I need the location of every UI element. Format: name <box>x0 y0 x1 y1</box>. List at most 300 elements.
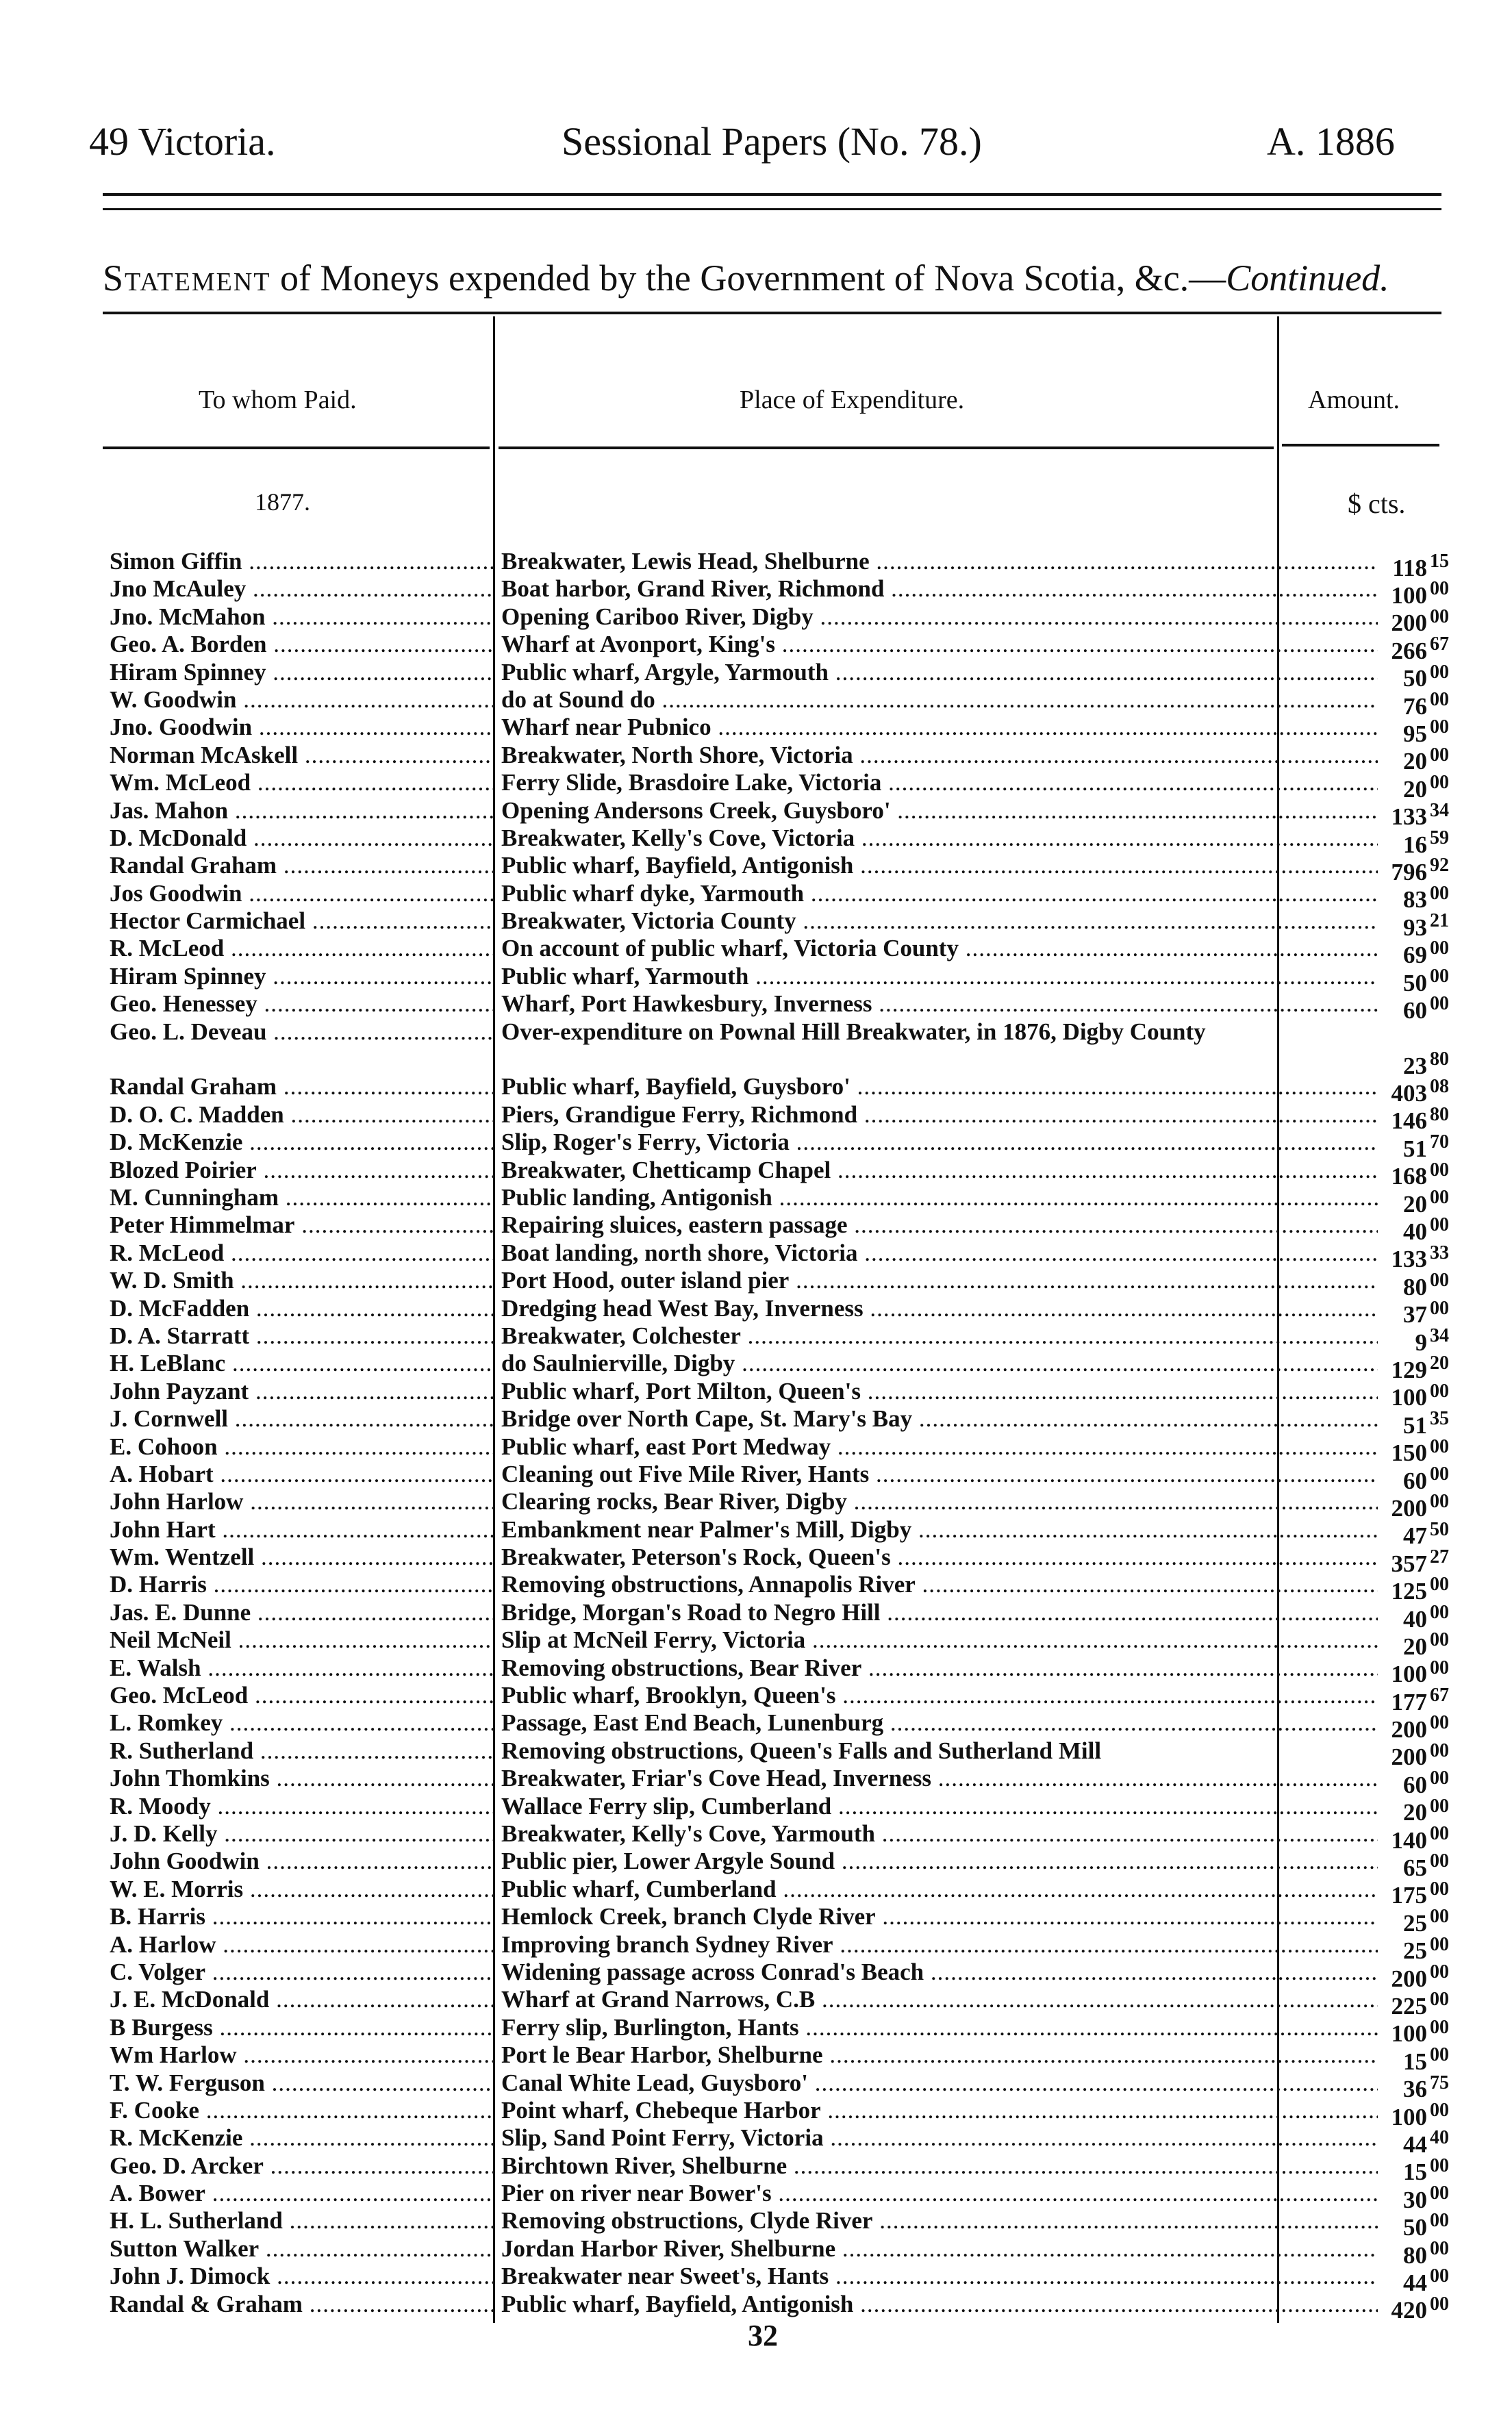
place-of-expenditure: Public wharf, Port Milton, Queen's ..... <box>501 1378 1378 1405</box>
place-of-expenditure: Bridge, Morgan's Road to Negro Hill ..... <box>501 1599 1378 1626</box>
payee-name: A. Bower ..... <box>110 2180 493 2207</box>
amount-cents: 00 <box>1430 1822 1449 1844</box>
place-of-expenditure: Public wharf, Argyle, Yarmouth ..... <box>501 659 1378 686</box>
payee-name: Blozed Poirier ..... <box>110 1157 493 1184</box>
payee-name: Geo. Henessey ..... <box>110 990 493 1018</box>
table-row <box>103 907 1472 941</box>
payee-name: F. Cooke ..... <box>110 2097 493 2124</box>
amount-cents: 00 <box>1430 2099 1449 2121</box>
amount-cents: 00 <box>1430 2293 1449 2315</box>
amount-dollars: 125 <box>1391 1578 1427 1605</box>
amount-cents: 00 <box>1430 2044 1449 2066</box>
payee-name: Wm. McLeod ..... <box>110 769 493 796</box>
table-row <box>103 2013 1472 2048</box>
table-row <box>103 1903 1472 1937</box>
header-rule-bottom <box>103 208 1441 210</box>
place-of-expenditure: Birchtown River, Shelburne ..... <box>501 2152 1378 2180</box>
place-of-expenditure: Port le Bear Harbor, Shelburne ..... <box>501 2041 1378 2069</box>
payee-name: Geo. D. Arcker ..... <box>110 2152 493 2180</box>
table-row <box>103 1765 1472 1798</box>
amount-dollars: 44 <box>1403 2269 1427 2296</box>
payee-name: D. A. Starratt ..... <box>110 1322 493 1350</box>
place-of-expenditure: Breakwater, North Shore, Victoria ..... <box>501 742 1378 769</box>
table-row <box>103 2290 1472 2324</box>
payee-name: Hiram Spinney ..... <box>110 659 493 686</box>
table-row <box>103 1433 1472 1467</box>
amount-cents: 67 <box>1430 633 1449 655</box>
column-header-amount: Amount. <box>1308 386 1400 414</box>
amount-dollars: 357 <box>1391 1550 1427 1577</box>
amount-cents: 00 <box>1430 1629 1449 1651</box>
payee-name: D. Harris ..... <box>110 1571 493 1598</box>
place-of-expenditure: Removing obstructions, Annapolis River ..... <box>501 1571 1378 1598</box>
amount-cents: 00 <box>1430 1850 1449 1872</box>
amount-dollars: 20 <box>1403 775 1427 803</box>
header-underline-3 <box>1282 444 1439 446</box>
amount-cents: 00 <box>1430 2210 1449 2232</box>
place-of-expenditure: Public wharf, Bayfield, Antigonish ..... <box>501 2291 1378 2318</box>
place-of-expenditure: Removing obstructions, Queen's Falls and Sutherland Mill <box>501 1737 1102 1764</box>
table-row <box>103 2069 1472 2103</box>
column-header-place: Place of Expenditure. <box>740 386 965 414</box>
amount-dollars: 40 <box>1403 1605 1427 1633</box>
table-row <box>103 658 1472 692</box>
place-of-expenditure: Removing obstructions, Bear River ..... <box>501 1654 1378 1682</box>
payee-name: D. McDonald ..... <box>110 825 493 852</box>
amount-cents: 00 <box>1430 772 1449 794</box>
table-row <box>103 2180 1472 2213</box>
place-of-expenditure: Public wharf, Cumberland ..... <box>501 1876 1378 1903</box>
amount-dollars: 50 <box>1403 969 1427 996</box>
place-of-expenditure: Improving branch Sydney River ..... <box>501 1931 1378 1959</box>
table-row <box>103 714 1472 747</box>
payee-name: Jas. Mahon ..... <box>110 797 493 825</box>
amount-dollars: 150 <box>1391 1439 1427 1467</box>
table-row <box>103 603 1472 637</box>
table-row <box>103 1571 1472 1605</box>
place-of-expenditure: Widening passage across Conrad's Beach ..... <box>501 1959 1378 1986</box>
amount-dollars: 95 <box>1403 720 1427 747</box>
amount-dollars: 40 <box>1403 1218 1427 1246</box>
table-row <box>103 1958 1472 1992</box>
payee-name: D. O. C. Madden ..... <box>110 1101 493 1129</box>
table-row <box>103 1654 1472 1688</box>
table-row <box>103 935 1472 969</box>
place-of-expenditure: Breakwater, Kelly's Cove, Yarmouth ..... <box>501 1820 1378 1848</box>
payee-name: J. D. Kelly ..... <box>110 1820 493 1848</box>
amount-cents: 40 <box>1430 2127 1449 2149</box>
table-row <box>103 769 1472 803</box>
amount-units: $ cts. <box>1348 488 1406 519</box>
table-row <box>103 1377 1472 1411</box>
amount-dollars: 20 <box>1403 1799 1427 1826</box>
amount-dollars: 51 <box>1403 1135 1427 1162</box>
payee-name: Jno. Goodwin ..... <box>110 714 493 741</box>
place-of-expenditure: Pier on river near Bower's ..... <box>501 2180 1378 2207</box>
amount-cents: 00 <box>1430 1933 1449 1955</box>
amount-cents: 70 <box>1430 1131 1449 1153</box>
payee-name: D. McKenzie ..... <box>110 1129 493 1156</box>
payee-name: M. Cunningham ..... <box>110 1184 493 1211</box>
table-row <box>103 1820 1472 1854</box>
place-of-expenditure: Boat harbor, Grand River, Richmond ..... <box>501 575 1378 603</box>
table-row <box>103 2235 1472 2269</box>
place-of-expenditure: Dredging head West Bay, Inverness ..... <box>501 1295 1378 1322</box>
running-head-title: Sessional Papers (No. 78.) <box>562 119 982 164</box>
place-of-expenditure: On account of public wharf, Victoria County ..... <box>501 935 1378 962</box>
place-of-expenditure: Wharf near Pubnico ..... <box>501 714 1378 741</box>
amount-dollars: 16 <box>1403 831 1427 858</box>
amount-dollars: 30 <box>1403 2186 1427 2213</box>
amount-cents: 00 <box>1430 1657 1449 1678</box>
place-of-expenditure: Opening Cariboo River, Digby ..... <box>501 603 1378 631</box>
amount-cents: 00 <box>1430 1739 1449 1761</box>
payee-name: John Hart ..... <box>110 1516 493 1544</box>
amount-cents: 00 <box>1430 1380 1449 1402</box>
payee-name: Jno McAuley ..... <box>110 575 493 603</box>
payee-name: Geo. L. Deveau ..... <box>110 1018 493 1046</box>
place-of-expenditure: Public wharf, Bayfield, Antigonish ..... <box>501 852 1378 879</box>
amount-cents: 75 <box>1430 2072 1449 2093</box>
place-of-expenditure: Ferry slip, Burlington, Hants ..... <box>501 2014 1378 2041</box>
amount-cents: 00 <box>1430 1574 1449 1596</box>
amount-dollars: 100 <box>1391 2020 1427 2048</box>
place-of-expenditure: Removing obstructions, Clyde River ..... <box>501 2207 1378 2235</box>
table-row <box>103 1460 1472 1494</box>
table-row <box>103 962 1472 996</box>
table-row <box>103 2041 1472 2075</box>
place-of-expenditure: Wharf at Grand Narrows, C.B ..... <box>501 1986 1378 2013</box>
amount-cents: 00 <box>1430 993 1449 1015</box>
place-of-expenditure: Boat landing, north shore, Victoria ..... <box>501 1240 1378 1267</box>
payee-name: Jno. McMahon ..... <box>110 603 493 631</box>
table-row <box>103 879 1472 914</box>
table-row <box>103 1875 1472 1909</box>
place-of-expenditure: Breakwater, Chetticamp Chapel ..... <box>501 1157 1378 1184</box>
place-of-expenditure: Breakwater, Peterson's Rock, Queen's ..... <box>501 1544 1378 1571</box>
place-of-expenditure: Jordan Harbor River, Shelburne ..... <box>501 2235 1378 2263</box>
amount-cents: 00 <box>1430 716 1449 738</box>
statement-text: of Moneys expended by the Government of Nova Scotia, &c.— <box>270 257 1226 299</box>
amount-cents: 00 <box>1430 1463 1449 1485</box>
place-of-expenditure: Public wharf, Yarmouth ..... <box>501 963 1378 990</box>
payee-name: Geo. A. Borden ..... <box>110 631 493 658</box>
amount-dollars: 200 <box>1391 1494 1427 1522</box>
running-head-session: 49 Victoria. <box>89 119 276 164</box>
table-row <box>103 1156 1472 1190</box>
place-of-expenditure: Passage, East End Beach, Lunenburg ..... <box>501 1709 1378 1737</box>
payee-name: John Thomkins ..... <box>110 1765 493 1792</box>
amount-dollars: 83 <box>1403 886 1427 914</box>
amount-cents: 33 <box>1430 1242 1449 1263</box>
amount-cents: 50 <box>1430 1518 1449 1540</box>
payee-name: Peter Himmelmar ..... <box>110 1211 493 1239</box>
place-of-expenditure: Over-expenditure on Pownal Hill Breakwater, in 1876, Digby County <box>501 1018 1206 1045</box>
payee-name: D. McFadden ..... <box>110 1295 493 1322</box>
place-of-expenditure: Slip at McNeil Ferry, Victoria ..... <box>501 1626 1378 1654</box>
payee-name: John Harlow ..... <box>110 1488 493 1515</box>
amount-cents: 20 <box>1430 1352 1449 1374</box>
place-of-expenditure: do at Sound do ..... <box>501 686 1378 714</box>
payee-name: Randal Graham ..... <box>110 852 493 879</box>
table-row <box>103 1322 1472 1356</box>
statement-title <box>103 257 1438 299</box>
table-row <box>103 1737 1472 1771</box>
place-of-expenditure: Breakwater, Friar's Cove Head, Inverness ..... <box>501 1765 1378 1792</box>
place-of-expenditure: Wharf, Port Hawkesbury, Inverness ..... <box>501 990 1378 1018</box>
amount-dollars: 129 <box>1391 1357 1427 1383</box>
amount-dollars: 15 <box>1403 2048 1427 2075</box>
amount-dollars: 44 <box>1403 2130 1427 2158</box>
amount-dollars: 133 <box>1391 803 1427 831</box>
expenditure-table <box>103 548 1472 2324</box>
amount-cents: 00 <box>1430 1795 1449 1817</box>
amount-dollars: 20 <box>1403 1633 1427 1660</box>
header-underline-1 <box>103 446 490 449</box>
table-row <box>103 1598 1472 1633</box>
amount-dollars: 200 <box>1391 609 1427 637</box>
place-of-expenditure: Public wharf dyke, Yarmouth ..... <box>501 880 1378 907</box>
amount-dollars: 80 <box>1403 1273 1427 1300</box>
year-label: 1877. <box>255 488 310 516</box>
payee-name: John J. Dimock ..... <box>110 2263 493 2290</box>
table-row <box>103 1018 1472 1079</box>
payee-name: E. Walsh ..... <box>110 1654 493 1682</box>
amount-cents: 00 <box>1430 605 1449 627</box>
amount-cents: 00 <box>1430 2265 1449 2287</box>
place-of-expenditure: Breakwater near Sweet's, Hants ..... <box>501 2263 1378 2290</box>
amount-cents: 00 <box>1430 2237 1449 2259</box>
table-row <box>103 1184 1472 1218</box>
payee-name: Sutton Walker ..... <box>110 2235 493 2263</box>
amount-cents: 00 <box>1430 1906 1449 1928</box>
amount-cents: 59 <box>1430 827 1449 848</box>
place-of-expenditure: Public pier, Lower Argyle Sound ..... <box>501 1848 1378 1875</box>
amount-cents: 00 <box>1430 1961 1449 1983</box>
table-row <box>103 685 1472 720</box>
amount-dollars: 796 <box>1391 858 1427 885</box>
amount-cents: 00 <box>1430 2016 1449 2038</box>
amount-cents: 00 <box>1430 1297 1449 1319</box>
amount-cents: 00 <box>1430 744 1449 766</box>
amount-cents: 27 <box>1430 1546 1449 1568</box>
payee-name: Hiram Spinney ..... <box>110 963 493 990</box>
payee-name: R. Moody ..... <box>110 1793 493 1820</box>
amount-dollars: 60 <box>1403 1467 1427 1494</box>
amount-dollars: 20 <box>1403 1190 1427 1218</box>
table-row <box>103 575 1472 609</box>
amount-dollars: 69 <box>1403 942 1427 969</box>
amount-cents: 00 <box>1430 1989 1449 2011</box>
table-row <box>103 1100 1472 1135</box>
payee-name: Hector Carmichael ..... <box>110 907 493 935</box>
place-of-expenditure: Hemlock Creek, branch Clyde River ..... <box>501 1903 1378 1930</box>
table-row <box>103 852 1472 885</box>
statement-lead: Statement <box>103 257 271 299</box>
header-rule-top <box>103 193 1441 196</box>
amount-dollars: 65 <box>1403 1854 1427 1882</box>
place-of-expenditure: Cleaning out Five Mile River, Hants ..... <box>501 1461 1378 1488</box>
table-row <box>103 1930 1472 1965</box>
place-of-expenditure: Opening Andersons Creek, Guysboro' ..... <box>501 797 1378 825</box>
table-row <box>103 1848 1472 1882</box>
payee-name: C. Volger ..... <box>110 1959 493 1986</box>
amount-cents: 00 <box>1430 2154 1449 2176</box>
place-of-expenditure: Breakwater, Colchester ..... <box>501 1322 1378 1350</box>
amount-cents: 00 <box>1430 882 1449 904</box>
amount-dollars: 25 <box>1403 1937 1427 1965</box>
amount-dollars: 60 <box>1403 1771 1427 1798</box>
amount-dollars: 50 <box>1403 2214 1427 2241</box>
amount-dollars: 20 <box>1403 748 1427 775</box>
amount-dollars: 37 <box>1403 1301 1427 1329</box>
place-of-expenditure: Piers, Grandigue Ferry, Richmond ..... <box>501 1101 1378 1129</box>
amount-dollars: 403 <box>1391 1080 1427 1107</box>
amount-cents: 80 <box>1430 1048 1449 1070</box>
amount-cents: 21 <box>1430 910 1449 932</box>
amount-dollars: 51 <box>1403 1411 1427 1439</box>
amount-cents: 34 <box>1430 799 1449 821</box>
amount-dollars: 168 <box>1391 1163 1427 1190</box>
amount-cents: 00 <box>1430 578 1449 600</box>
payee-name: B. Harris ..... <box>110 1903 493 1930</box>
place-of-expenditure: Repairing sluices, eastern passage ..... <box>501 1211 1378 1239</box>
amount-cents: 00 <box>1430 1435 1449 1457</box>
amount-dollars: 80 <box>1403 2241 1427 2269</box>
payee-name: Wm. Wentzell ..... <box>110 1544 493 1571</box>
place-of-expenditure: Clearing rocks, Bear River, Digby ..... <box>501 1488 1378 1515</box>
place-of-expenditure: Canal White Lead, Guysboro' ..... <box>501 2069 1378 2097</box>
place-of-expenditure: Slip, Sand Point Ferry, Victoria ..... <box>501 2124 1378 2152</box>
table-row <box>103 741 1472 775</box>
table-top-rule <box>103 312 1441 314</box>
amount-cents: 34 <box>1430 1324 1449 1346</box>
payee-name: Randal Graham ..... <box>110 1073 493 1100</box>
table-row <box>103 1073 1472 1107</box>
amount-cents: 00 <box>1430 1159 1449 1181</box>
table-row <box>103 824 1472 858</box>
amount-dollars: 225 <box>1391 1992 1427 2019</box>
header-underline-2 <box>499 446 1274 449</box>
amount-cents: 00 <box>1430 965 1449 987</box>
payee-name: Geo. McLeod ..... <box>110 1682 493 1709</box>
payee-name: H. L. Sutherland ..... <box>110 2207 493 2235</box>
payee-name: B Burgess ..... <box>110 2014 493 2041</box>
payee-name: Simon Giffin ..... <box>110 548 493 575</box>
place-of-expenditure: Wallace Ferry slip, Cumberland ..... <box>501 1793 1378 1820</box>
place-of-expenditure: Public wharf, Bayfield, Guysboro' ..... <box>501 1073 1378 1100</box>
payee-name: J. Cornwell ..... <box>110 1405 493 1433</box>
payee-name: R. Sutherland ..... <box>110 1737 493 1765</box>
amount-dollars: 200 <box>1391 1716 1427 1744</box>
place-of-expenditure: Point wharf, Chebeque Harbor ..... <box>501 2097 1378 2124</box>
amount-dollars: 36 <box>1403 2076 1427 2103</box>
table-row <box>103 1211 1472 1246</box>
amount-dollars: 146 <box>1391 1107 1427 1135</box>
amount-dollars: 76 <box>1403 692 1427 720</box>
amount-dollars: 47 <box>1403 1522 1427 1550</box>
amount-dollars: 50 <box>1403 665 1427 692</box>
payee-name: W. E. Morris ..... <box>110 1876 493 1903</box>
payee-name: A. Harlow ..... <box>110 1931 493 1959</box>
page-number: 32 <box>748 2319 778 2352</box>
amount-cents: 00 <box>1430 2182 1449 2204</box>
table-row <box>103 1350 1472 1383</box>
amount-dollars: 100 <box>1391 582 1427 609</box>
payee-name: R. McLeod ..... <box>110 935 493 962</box>
payee-name: J. E. McDonald ..... <box>110 1986 493 2013</box>
table-row <box>103 548 1472 581</box>
statement-continued: Continued. <box>1226 257 1389 299</box>
amount-dollars: 420 <box>1391 2297 1427 2324</box>
payee-name: Jas. E. Dunne ..... <box>110 1599 493 1626</box>
amount-cents: 00 <box>1430 688 1449 710</box>
place-of-expenditure: Breakwater, Lewis Head, Shelburne ..... <box>501 548 1378 575</box>
table-row <box>103 1294 1472 1329</box>
place-of-expenditure: Breakwater, Kelly's Cove, Victoria ..... <box>501 825 1378 852</box>
payee-name: John Goodwin ..... <box>110 1848 493 1875</box>
payee-name: H. LeBlanc ..... <box>110 1350 493 1377</box>
amount-dollars: 23 <box>1403 1052 1427 1079</box>
table-row <box>103 990 1472 1024</box>
table-row <box>103 1488 1472 1522</box>
amount-dollars: 133 <box>1391 1246 1427 1273</box>
payee-name: R. McKenzie ..... <box>110 2124 493 2152</box>
payee-name: R. McLeod ..... <box>110 1240 493 1267</box>
payee-name: W. Goodwin ..... <box>110 686 493 714</box>
amount-cents: 15 <box>1430 551 1449 572</box>
table-row <box>103 2263 1472 2296</box>
place-of-expenditure: Public landing, Antigonish ..... <box>501 1184 1378 1211</box>
amount-cents: 00 <box>1430 1214 1449 1236</box>
amount-cents: 00 <box>1430 1767 1449 1789</box>
amount-dollars: 177 <box>1391 1688 1427 1715</box>
payee-name: A. Hobart ..... <box>110 1461 493 1488</box>
table-row <box>103 1129 1472 1162</box>
payee-name: Randal & Graham ..... <box>110 2291 493 2318</box>
amount-dollars: 100 <box>1391 1661 1427 1688</box>
amount-dollars: 118 <box>1392 554 1427 581</box>
payee-name: Jos Goodwin ..... <box>110 880 493 907</box>
table-row <box>103 1986 1472 2019</box>
amount-cents: 67 <box>1430 1685 1449 1707</box>
payee-name: John Payzant ..... <box>110 1378 493 1405</box>
payee-name: W. D. Smith ..... <box>110 1267 493 1294</box>
table-row <box>103 2124 1472 2158</box>
table-row <box>103 1515 1472 1550</box>
amount-dollars: 140 <box>1391 1826 1427 1854</box>
payee-name: Neil McNeil ..... <box>110 1626 493 1654</box>
table-row <box>103 1267 1472 1300</box>
amount-dollars: 175 <box>1391 1882 1427 1909</box>
table-row <box>103 1709 1472 1744</box>
amount-cents: 00 <box>1430 1491 1449 1513</box>
amount-dollars: 100 <box>1391 2103 1427 2130</box>
payee-name: L. Romkey ..... <box>110 1709 493 1737</box>
table-row <box>103 1682 1472 1715</box>
table-row <box>103 1239 1472 1273</box>
amount-cents: 80 <box>1430 1103 1449 1125</box>
amount-cents: 00 <box>1430 938 1449 959</box>
place-of-expenditure: Port Hood, outer island pier ..... <box>501 1267 1378 1294</box>
amount-dollars: 266 <box>1391 637 1427 664</box>
table-row <box>103 2207 1472 2241</box>
table-row <box>103 2152 1472 2186</box>
table-row <box>103 1405 1472 1439</box>
table-row <box>103 2096 1472 2130</box>
place-of-expenditure: Embankment near Palmer's Mill, Digby ..... <box>501 1516 1378 1544</box>
payee-name: Norman McAskell ..... <box>110 742 493 769</box>
